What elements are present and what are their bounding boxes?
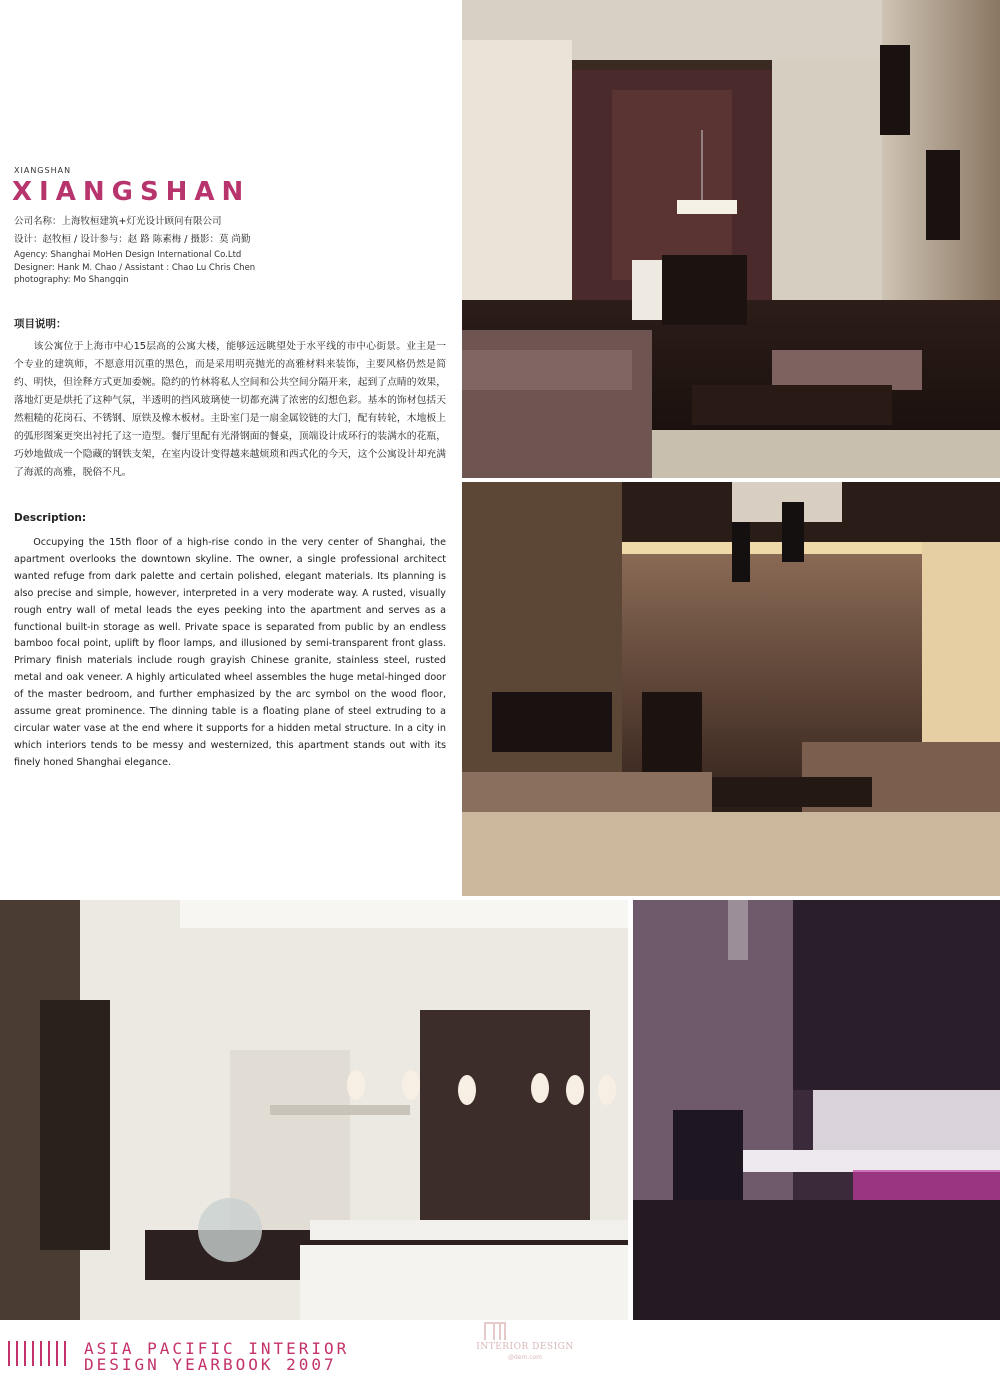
credits-block [14,213,454,287]
dining-room-photo [0,900,628,1320]
photography-credit: photography: Mo Shangqin [14,275,129,285]
footer-publication-line1: ASIA PACIFIC INTERIOR [84,1339,350,1358]
en-section-body: Occupying the 15th floor of a high-rise condo in the very center of Shanghai, the apartment overlooks the downtown skyline. The owner, a single professional architect wanted refuge from dark palette and certain polished, elegant materials. Its planning is also precise and simple, however, interpreted in a very moderate way. A rusted, visually rough entry wall of metal leads the eyes peeking into the apartment and serves as a functional built-in storage as well. Private space is separated from public by an endless bamboo focal point, uplift by floor lamps, and illusioned by semi-transparent front glass. Primary finish materials include rough grayish Chinese granite, stainless steel, rusted metal and oak veneer. A highly articulated wheel assembles the huge metal-hinged door of the master bedroom, and further emphasized by the arc symbol on the wood floor, assume great prominence. The dinning table is a floating plane of steel extruding to a circular water vase at the end where it supports for a hidden metal structure. In a city in which interiors tends to be messy and westernized, this apartment stands out with its finely honed Shanghai elegance. [14,537,446,768]
company-name-cn: 公司名称：上海牧桓建筑+灯光设计顾问有限公司 [14,216,222,227]
designer-credits-cn: 设计：赵牧桓 / 设计参与：赵 路 陈素梅 / 摄影：莫 尚勤 [14,234,251,245]
watermark-logo-icon [484,1322,506,1340]
project-small-title: XIANGSHAN [14,166,72,175]
en-section-heading: Description: [14,512,87,524]
designer-credit: Designer: Hank M. Chao / Assistant : Chao Lu Chris Chen [14,262,256,273]
cn-section-heading: 项目说明： [14,318,67,330]
project-title: XIANGSHAN [12,177,251,207]
kitchen-photo [633,900,1000,1320]
footer-bars-icon [8,1341,74,1366]
living-room-photo [462,0,1000,478]
lounge-photo [462,482,1000,896]
footer-publication-line2: DESIGN YEARBOOK 2007 [84,1355,337,1374]
agency-credit: Agency: Shanghai MoHen Design International Co.Ltd [14,250,242,260]
watermark-subtext: @dem.com [507,1354,543,1361]
watermark-text: INTERIOR DESIGN [476,1342,574,1352]
cn-section-body: 该公寓位于上海市中心15层高的公寓大楼，能够远远眺望处于水平线的市中心街景。业主是一个专业的建筑师，不愿意用沉重的黑色，而是采用明亮抛光的高雅材料来装饰，主要风格仍然是简约、明快，但诠释方式更加委婉。隐约的竹林将私人空间和公共空间分隔开来，起到了点睛的效果，落地灯更是烘托了这种气氛，半透明的挡风玻璃使一切都充满了浓密的幻想色彩。基本的饰材包括天然粗糙的花岗石、不锈钢、原铁及橡木板材。主卧室门是一扇金属铰链的大门，配有转轮，木地板上的弧形图案更突出衬托了这一造型。餐厅里配有光滑钢面的餐桌，顶端设计成环行的装满水的花瓶，巧妙地做成一个隐藏的钢铁支架，在室内设计变得越来越烦琐和西式化的今天，这个公寓设计却充满了海派的高雅，脱俗不凡。 [14,341,446,478]
